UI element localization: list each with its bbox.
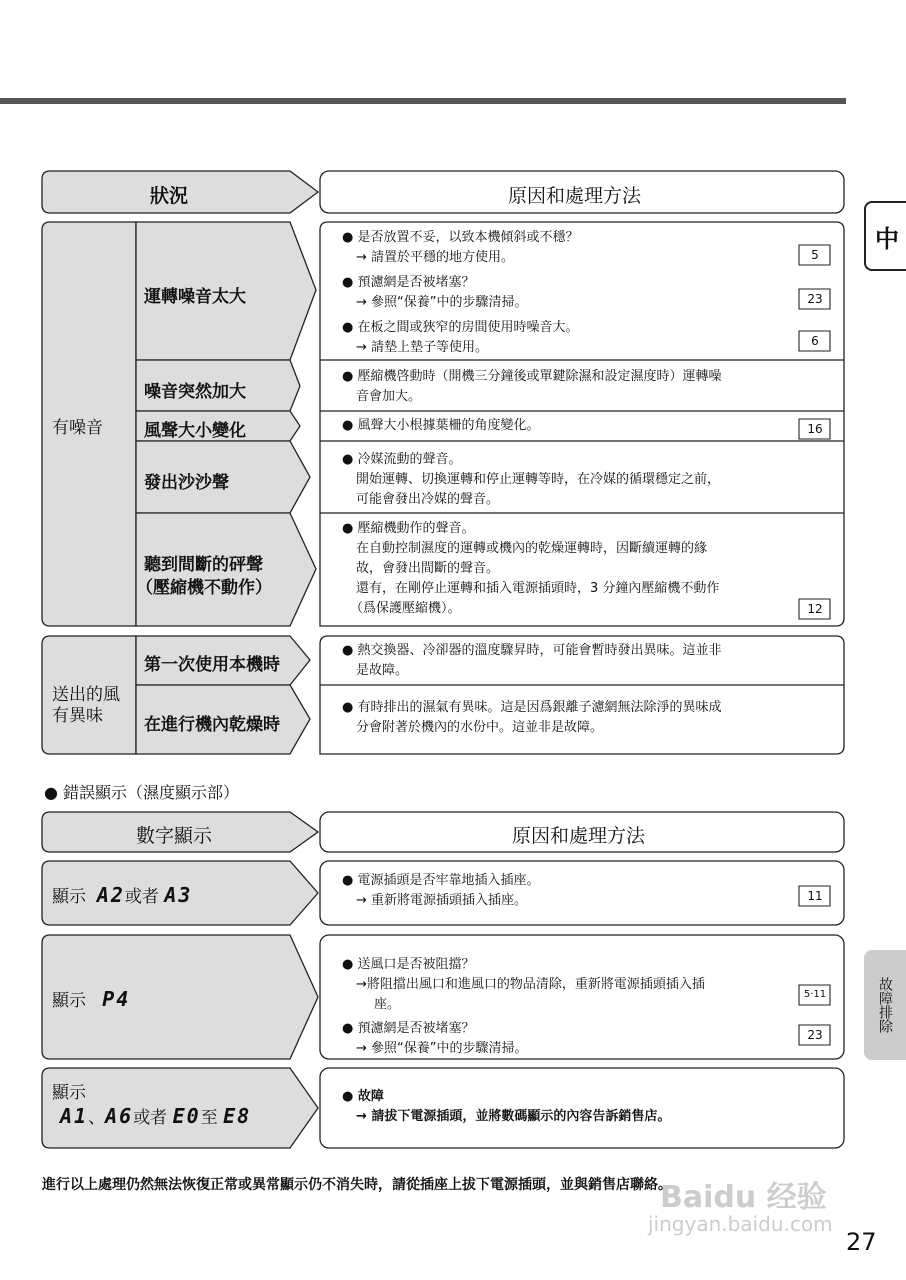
cause-text: ● 冷媒流動的聲音。 開始運轉、切換運轉和停止運轉等時，在冷媒的循環穩定之前， 可能會發出冷媒的聲音。 (342, 452, 721, 507)
group2-label: 送出的風 (52, 685, 120, 705)
page-number: 27 (846, 1228, 877, 1256)
cause-text: ● 是否放置不妥，以致本機傾斜或不穩？ → 請置於平穩的地方使用。 ● 預濾網是否被堵塞？ → 參照“保養”中的步驟清掃。 ● 在板之間或狹窄的房間使用時噪音大。 → 請墊上墊子等使用。 (342, 230, 579, 355)
page-ref: 11 (807, 889, 823, 903)
error-code: A2 (96, 883, 125, 907)
cause-text: ● 送風口是否被阻擋？ →將阻擋出風口和進風口的物品清除，重新將電源插頭插入插 座。 ● 預濾網是否被堵塞？ → 參照“保養”中的步驟清掃。 (342, 957, 705, 1056)
page-ref: 16 (807, 422, 823, 436)
page-ref: 5·11 (803, 989, 827, 1000)
cause-text: ● 電源插頭是否牢靠地插入插座。 → 重新將電源插頭插入插座。 (342, 873, 540, 908)
row-label-hiss: 發出沙沙聲 (144, 473, 229, 493)
error-display-label: 顯示 P4 (52, 987, 131, 1011)
table1-header-left: 狀況 (150, 185, 189, 207)
group1-label: 有噪音 (52, 418, 103, 438)
error-display-label: 顯示 A2或者 A3 (52, 883, 193, 907)
footer-note: 進行以上處理仍然無法恢復正常或異常顯示仍不消失時，請從插座上拔下電源插頭，並與銷售店聯絡。 (42, 1177, 672, 1193)
error-code: A6 (105, 1104, 134, 1128)
watermark: Baidu 经验 (660, 1180, 827, 1215)
table2-header-right: 原因和處理方法 (512, 825, 646, 847)
table2-header-left: 數字顯示 (136, 825, 213, 847)
row-label-wind-noise: 風聲大小變化 (144, 421, 246, 441)
language-tab: 中 (864, 201, 906, 271)
row-label-running-noise: 運轉噪音太大 (144, 287, 246, 307)
cause-text: ● 熱交換器、冷卻器的溫度驟昇時，可能會暫時發出異味。這並非 是故障。 (342, 643, 722, 678)
page-ref: 6 (811, 334, 819, 348)
error-code: P4 (102, 987, 131, 1011)
page-ref: 12 (807, 602, 823, 616)
group2-label: 有異味 (52, 706, 103, 726)
cause-text: ● 有時排出的濕氣有異味。這是因爲銀離子濾網無法除淨的異味成 分會附著於機內的水份中。這並非是故障。 (342, 700, 722, 735)
cause-text: ● 風聲大小根據葉柵的角度變化。 (342, 418, 540, 433)
cause-text: ● 故障 → 請拔下電源插頭，並將數碼顯示的內容告訴銷售店。 (342, 1089, 671, 1124)
error-display-codes: A1、A6或者 E0至 E8 (60, 1104, 252, 1128)
row-label-first-use: 第一次使用本機時 (144, 655, 280, 675)
page-ref: 23 (807, 1028, 823, 1042)
error-code: E0 (172, 1104, 201, 1128)
row-label-bang: 聽到間斷的砰聲 (144, 555, 263, 575)
row-label-sudden-noise: 噪音突然加大 (144, 382, 246, 402)
row-label-bang-sub: （壓縮機不動作） (136, 578, 272, 598)
error-code: A1 (60, 1104, 89, 1128)
error-code: A3 (164, 883, 193, 907)
row-label-drying: 在進行機內乾燥時 (144, 715, 280, 735)
watermark-url: jingyan.baidu.com (648, 1212, 833, 1236)
table1-header-right: 原因和處理方法 (508, 185, 642, 207)
cause-text: ● 壓縮機動作的聲音。 在自動控制濕度的運轉或機內的乾燥運轉時，因斷續運轉的緣 故，會發出間斷的聲音。 還有，在剛停止運轉和插入電源插頭時，3 分鐘內壓縮機不動作 （爲保護壓縮機）。 (342, 521, 720, 616)
section-title: ● 錯誤顯示（濕度顯示部） (44, 783, 240, 802)
error-code: E8 (223, 1104, 252, 1128)
page-ref: 23 (807, 292, 823, 306)
cause-text: ● 壓縮機啓動時（開機三分鐘後或單鍵除濕和設定濕度時）運轉噪 音會加大。 (342, 369, 722, 404)
page-ref: 5 (811, 248, 819, 262)
error-display-label: 顯示 (52, 1083, 86, 1103)
section-tab: 故障排除 (864, 950, 906, 1060)
